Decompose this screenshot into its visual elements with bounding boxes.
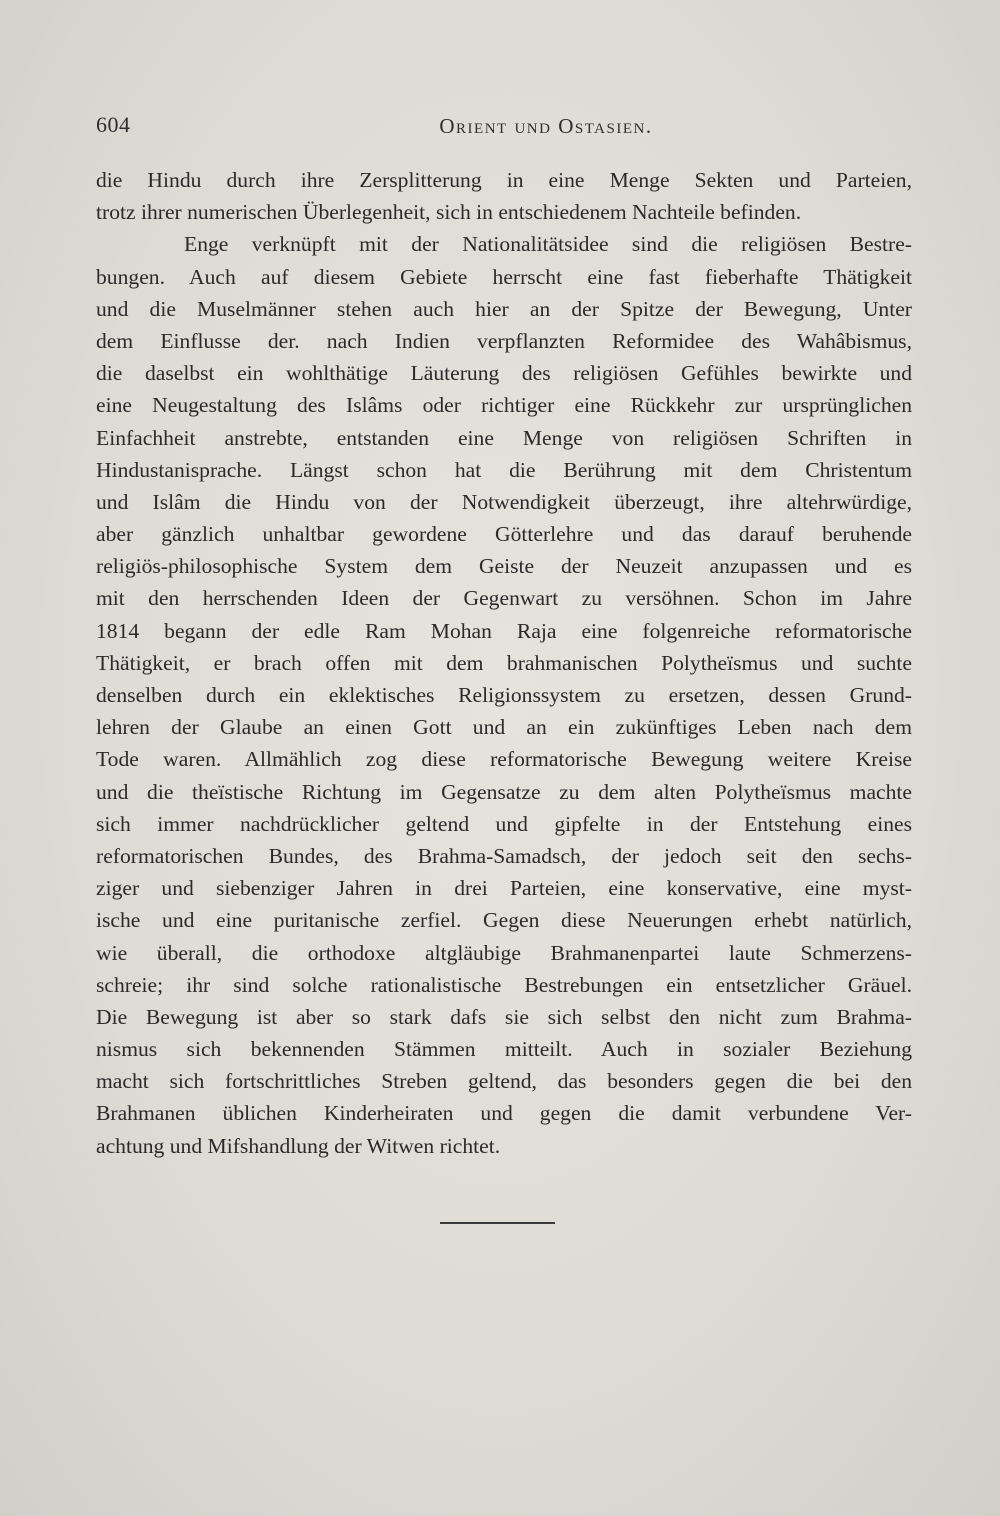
text-line: macht sich fortschrittliches Streben geltend, das besonders gegen die bei den [96,1069,912,1094]
text-line: mit den herrschenden Ideen der Gegenwart zu versöhnen. Schon im Jahre [96,586,912,611]
text-line: Einfachheit anstrebte, entstanden eine Menge von religiösen Schriften in [96,425,912,450]
text-line: bungen. Auch auf diesem Gebiete herrscht eine fast fieberhafte Thätigkeit [96,264,912,289]
text-line: dem Einflusse der. nach Indien verpflanzten Reformidee des Wahâbismus, [96,328,912,353]
text-line: aber gänzlich unhaltbar gewordene Götterlehre und das darauf beruhende [96,522,912,547]
text-line: sich immer nachdrücklicher geltend und gipfelte in der Entstehung eines [96,811,912,836]
text-line: Enge verknüpft mit der Nationalitätsidee sind die religiösen Bestre- [184,232,912,257]
text-line: und die theïstische Richtung im Gegensatze zu dem alten Polytheïsmus machte [96,779,912,804]
text-line: wie überall, die orthodoxe altgläubige Brahmanenpartei laute Schmerzens- [96,940,912,965]
page-number: 604 [96,112,131,137]
text-line: nismus sich bekennenden Stämmen mitteilt. Auch in sozialer Beziehung [96,1037,912,1062]
running-head [96,112,916,146]
running-head-title: Orient und Ostasien. [439,114,653,138]
text-line: trotz ihrer numerischen Überlegenheit, sich in entschiedenem Nachteile befinden. [96,200,802,225]
text-line: lehren der Glaube an einen Gott und an ein zukünftiges Leben nach dem [96,715,912,740]
body-text [96,164,912,1162]
text-line: 1814 begann der edle Ram Mohan Raja eine folgenreiche reformatorische [96,618,912,643]
text-line: Die Bewegung ist aber so stark dafs sie sich selbst den nicht zum Brahma- [96,1004,912,1029]
text-line: Hindustanisprache. Längst schon hat die Berührung mit dem Christentum [96,457,912,482]
text-line: die daselbst ein wohlthätige Läuterung des religiösen Gefühles bewirkte und [96,361,912,386]
section-end-rule [440,1222,555,1224]
text-line: und Islâm die Hindu von der Notwendigkeit überzeugt, ihre altehrwürdige, [96,489,912,514]
text-line: Tode waren. Allmählich zog diese reformatorische Bewegung weitere Kreise [96,747,912,772]
text-line: ziger und siebenziger Jahren in drei Parteien, eine konservative, eine myst- [96,876,912,901]
text-line: Brahmanen üblichen Kinderheiraten und gegen die damit verbundene Ver- [96,1101,912,1126]
text-line: ische und eine puritanische zerfiel. Gegen diese Neuerungen erhebt natürlich, [96,908,912,933]
text-line: reformatorischen Bundes, des Brahma-Samadsch, der jedoch seit den sechs- [96,843,912,868]
text-line: die Hindu durch ihre Zersplitterung in eine Menge Sekten und Parteien, [96,168,912,192]
text-line: eine Neugestaltung des Islâms oder richtiger eine Rückkehr zur ursprünglichen [96,393,912,418]
text-line: religiös-philosophische System dem Geiste der Neuzeit anzupassen und es [96,554,912,579]
text-line: denselben durch ein eklektisches Religionssystem zu ersetzen, dessen Grund- [96,683,912,707]
text-line: schreie; ihr sind solche rationalistische Bestrebungen ein entsetzlicher Gräuel. [96,972,912,997]
text-line: und die Muselmänner stehen auch hier an der Spitze der Bewegung, Unter [96,296,912,321]
text-line: achtung und Mifshandlung der Witwen richtet. [96,1133,501,1158]
text-line: Thätigkeit, er brach offen mit dem brahmanischen Polytheïsmus und suchte [96,650,912,675]
